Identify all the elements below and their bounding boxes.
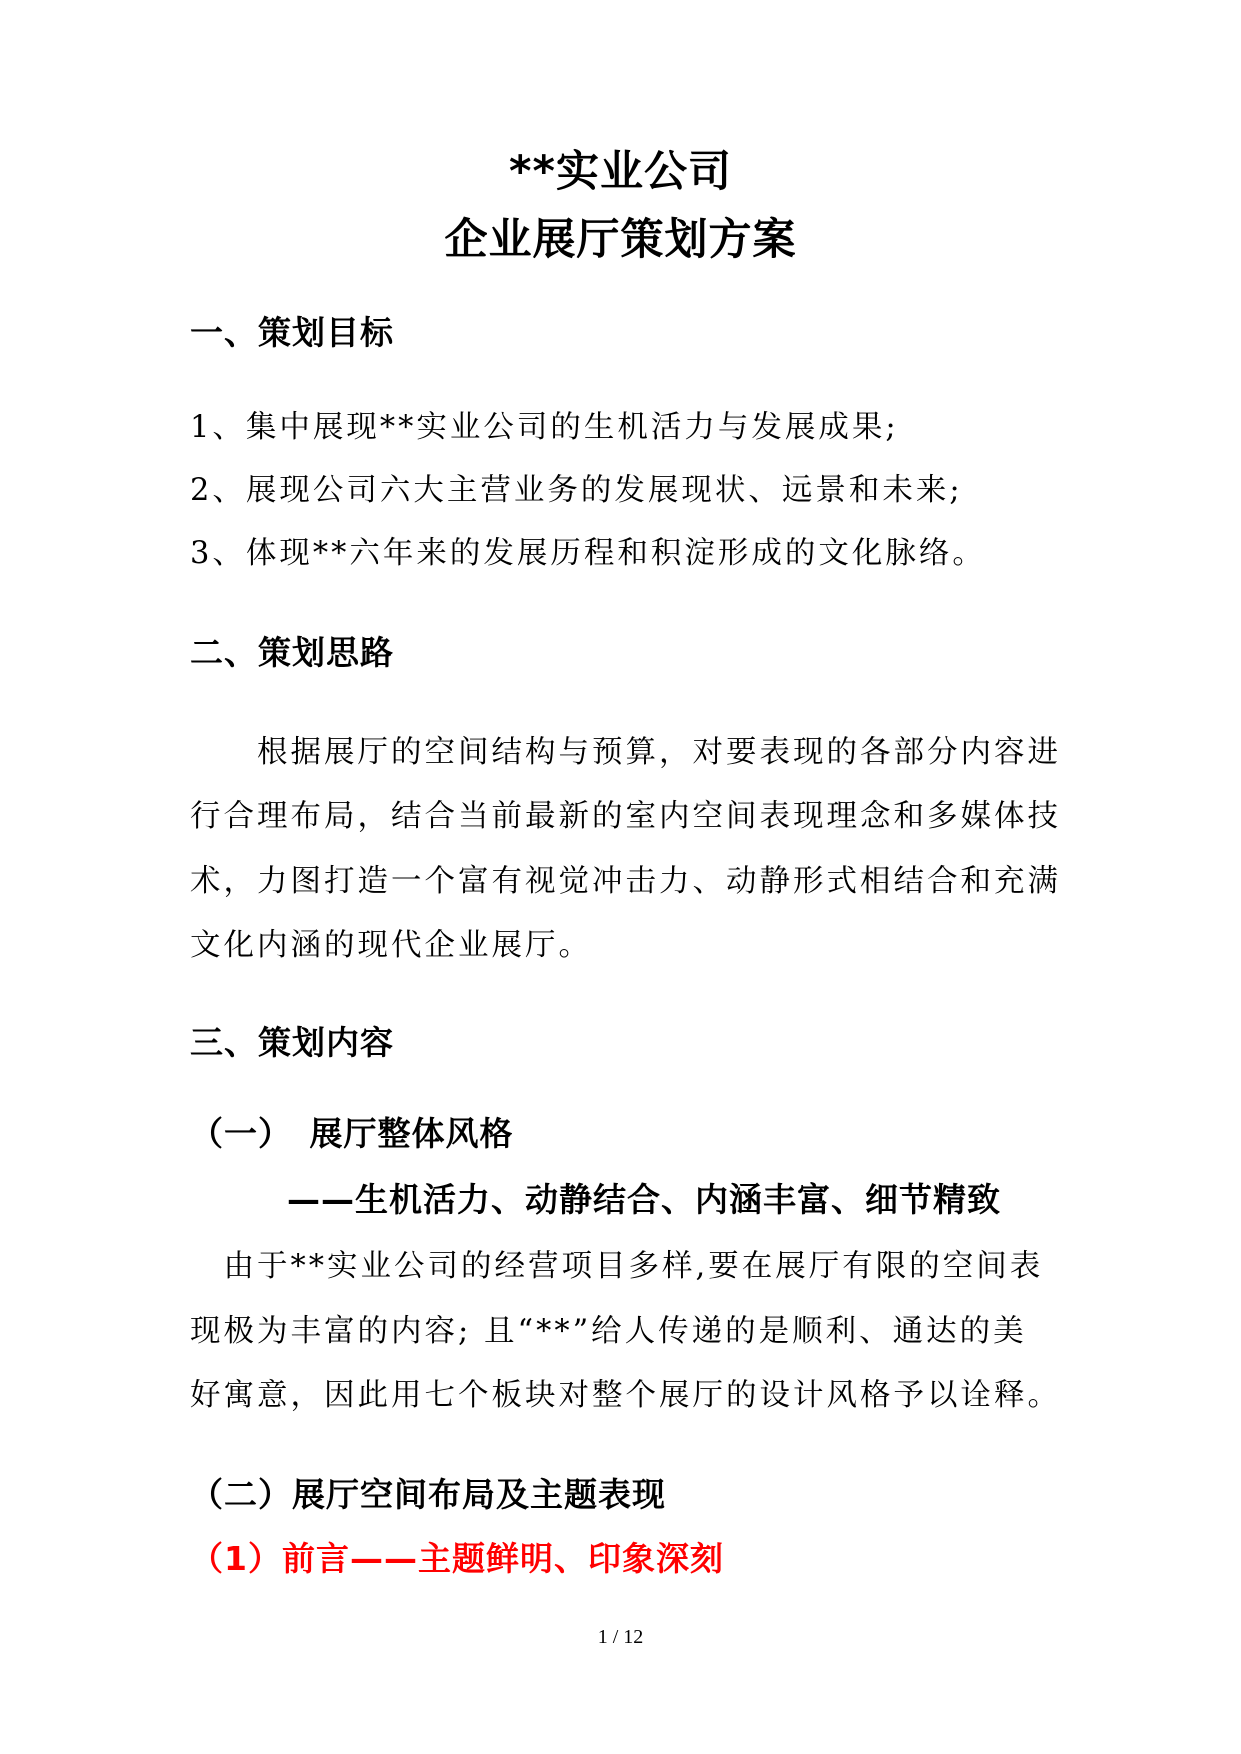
goal-item-3: 3、体现**六年来的发展历程和积淀形成的文化脉络。 [190, 536, 986, 571]
style-line-3: 好寓意，因此用七个板块对整个展厅的设计风格予以诠释。 [190, 1378, 1061, 1413]
document-title-line2: 企业展厅策划方案 [444, 215, 797, 265]
approach-line-1: 根据展厅的空间结构与预算，对要表现的各部分内容进 [190, 735, 1061, 770]
subsection1-subheading: ——生机活力、动静结合、内涵丰富、细节精致 [287, 1180, 1001, 1219]
approach-line-3: 术，力图打造一个富有视觉冲击力、动静形式相结合和充满 [190, 864, 1061, 899]
style-line-2: 现极为丰富的内容; 且“**”给人传递的是顺利、通达的美 [190, 1314, 1027, 1349]
section1-heading: 一、策划目标 [190, 313, 394, 352]
page-number: 1 / 12 [597, 1626, 644, 1648]
subsection2-heading: （二）展厅空间布局及主题表现 [190, 1475, 666, 1514]
style-line-1: 由于**实业公司的经营项目多样,要在展厅有限的空间表 [190, 1249, 1044, 1284]
approach-line-4: 文化内涵的现代企业展厅。 [190, 928, 592, 963]
subsection1-heading: （一） 展厅整体风格 [190, 1114, 514, 1153]
section2-heading: 二、策划思路 [190, 633, 394, 672]
document-title-line1: **实业公司 [509, 147, 732, 197]
approach-line-2: 行合理布局，结合当前最新的室内空间表现理念和多媒体技 [190, 799, 1061, 834]
goal-item-2: 2、展现公司六大主营业务的发展现状、远景和未来; [190, 473, 963, 508]
goal-item-1: 1、集中展现**实业公司的生机活力与发展成果; [190, 410, 899, 445]
section3-heading: 三、策划内容 [190, 1023, 394, 1062]
preface-heading: （1）前言——主题鲜明、印象深刻 [190, 1539, 724, 1578]
